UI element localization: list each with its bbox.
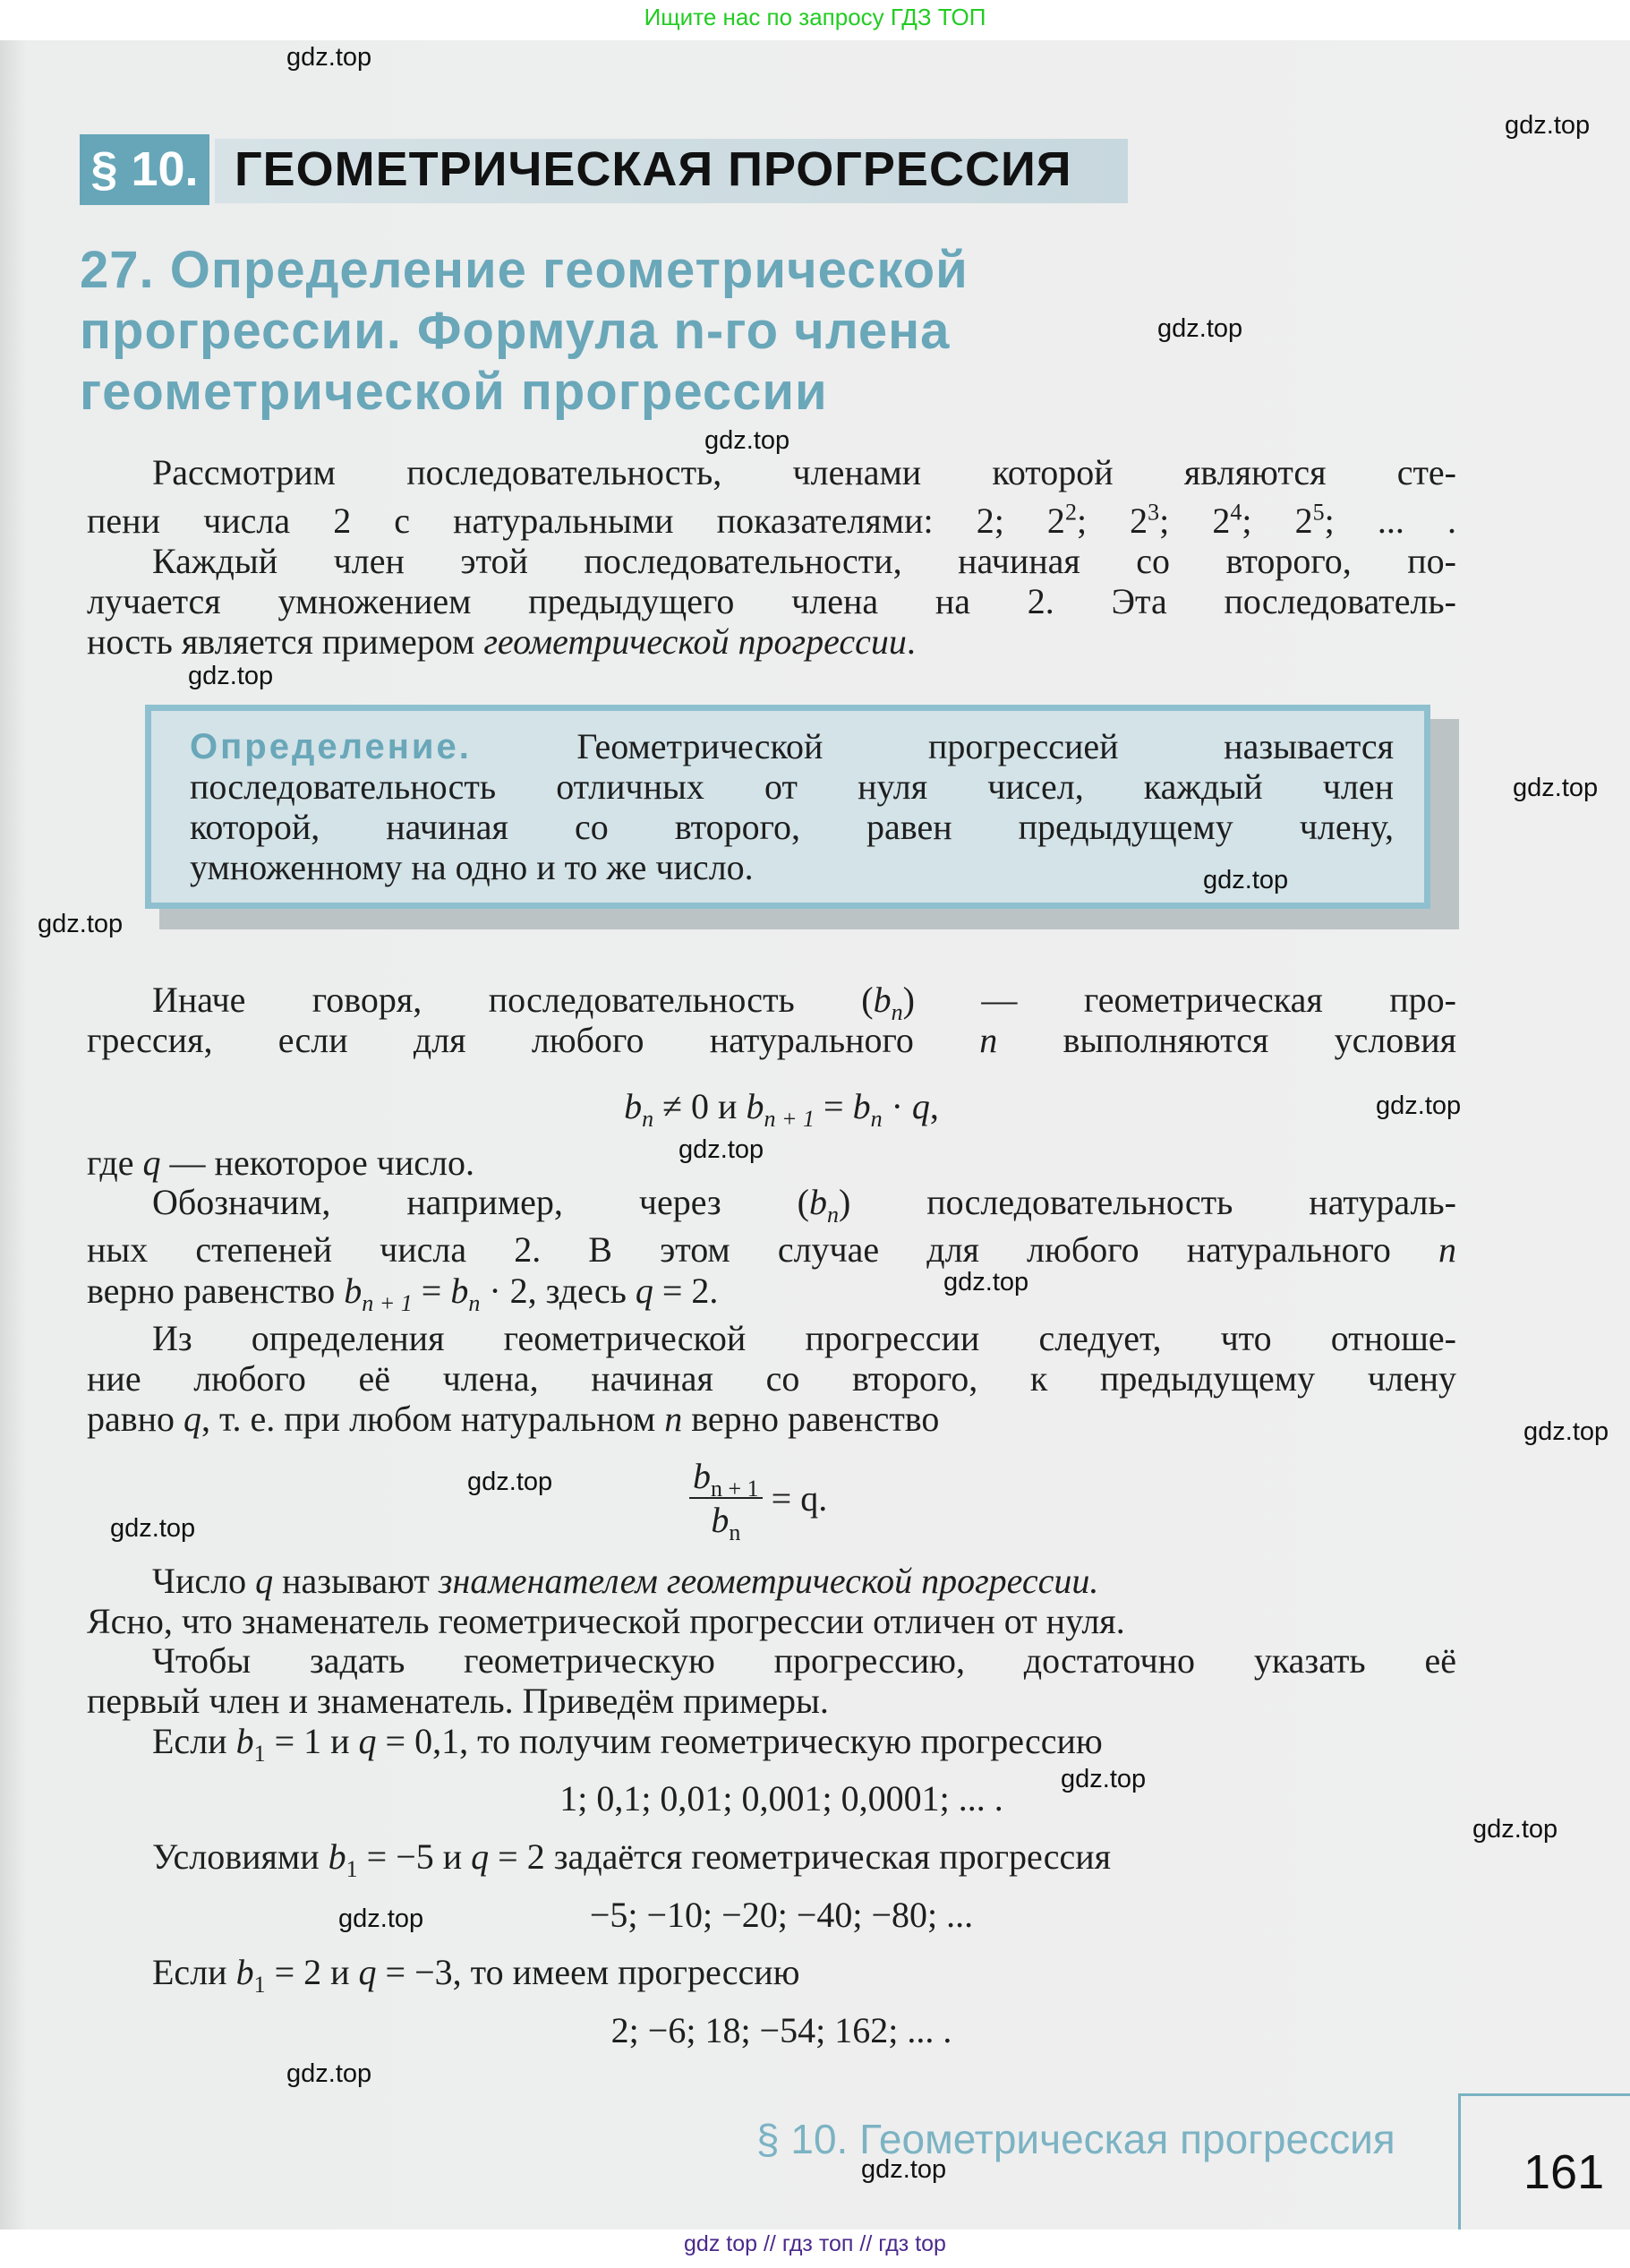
paragraph-badge: § 10. (80, 134, 209, 205)
text-line (87, 1229, 1456, 1271)
text-run: = 2. (653, 1271, 719, 1311)
italic-run: b (746, 1086, 764, 1126)
text-line (87, 621, 916, 663)
watermark: gdz.top (678, 1135, 764, 1164)
text-line (152, 1836, 1112, 1882)
text-run: Каждый член этой последовательности, начиная со второго, по- (152, 541, 1456, 581)
italic-run: геометрической прогрессии (483, 621, 907, 662)
italic-run: n (664, 1399, 683, 1439)
numerator-var: b (693, 1456, 711, 1496)
watermark: gdz.top (1376, 1091, 1462, 1120)
denominator-sub: n (729, 1519, 741, 1545)
italic-run: n (1438, 1229, 1456, 1270)
italic-run: q (358, 1721, 377, 1761)
definition-line (190, 807, 1394, 848)
text-line (87, 501, 1456, 542)
watermark: gdz.top (286, 43, 372, 72)
sequence-line (0, 2010, 1563, 2051)
text-run: Геометрической прогрессией называется (576, 726, 1395, 766)
text-run: последовательность отличных от нуля чисел, каждый член (190, 766, 1394, 807)
superscript: 3 (1148, 499, 1160, 526)
watermark: gdz.top (1472, 1815, 1558, 1844)
text-run: Иначе говоря, последовательность ( (152, 980, 874, 1020)
subscript: n (870, 1106, 883, 1132)
text-run: ) — геометрическая про- (902, 980, 1456, 1020)
fraction-denominator (711, 1499, 741, 1545)
italic-run: q (142, 1143, 161, 1183)
text-line (152, 541, 1456, 582)
text-run: где (87, 1143, 143, 1183)
text-run: Если (152, 1952, 236, 1992)
fraction-rhs: = q. (771, 1477, 828, 1519)
text-run: Если (152, 1721, 236, 1761)
sequence-line (0, 1895, 1563, 1936)
subscript: n (827, 1202, 839, 1228)
italic-run: b (235, 1952, 254, 1992)
text-run: пени числа 2 с натуральными показателями: 2; 2 (87, 501, 1065, 541)
watermark: gdz.top (943, 1268, 1029, 1297)
formula-line (0, 1086, 1563, 1132)
text-line (152, 1561, 1098, 1602)
sequence-line (0, 1778, 1563, 1819)
text-run: = (815, 1086, 853, 1126)
text-run: , т. е. при любом натуральном (201, 1399, 665, 1439)
search-banner[interactable]: Ищите нас по запросу ГДЗ ТОП (644, 4, 986, 30)
subscript: n (642, 1106, 654, 1132)
text-run: −5; −10; −20; −40; −80; ... (589, 1895, 974, 1935)
watermark: gdz.top (338, 1904, 424, 1933)
text-run: = 2 и (265, 1952, 359, 1992)
text-run: , (929, 1086, 939, 1126)
text-run: равно (87, 1399, 184, 1439)
subscript: 1 (253, 1972, 266, 1998)
text-run: ≠ 0 и (653, 1086, 747, 1126)
text-run: — некоторое число. (160, 1143, 474, 1183)
text-run: . (906, 621, 916, 662)
fraction-numerator (689, 1455, 763, 1502)
italic-run: b (235, 1721, 254, 1761)
page-number: 161 (1523, 2145, 1605, 2199)
watermark: gdz.top (38, 910, 124, 938)
text-line (87, 581, 1456, 622)
watermark: gdz.top (1523, 1417, 1609, 1446)
italic-run: b (450, 1271, 469, 1311)
subscript: n + 1 (362, 1290, 413, 1316)
italic-run: q (635, 1271, 653, 1311)
text-run: ; ... . (1324, 501, 1456, 541)
watermark: gdz.top (861, 2155, 947, 2184)
text-run: · (882, 1086, 912, 1126)
watermark: gdz.top (704, 426, 790, 455)
text-run: верно равенство (682, 1399, 940, 1439)
text-run: ных степеней числа 2. В этом случае для любого натурального (87, 1229, 1438, 1270)
text-line (152, 452, 1456, 493)
text-run: Условиями (152, 1836, 329, 1877)
superscript: 4 (1230, 499, 1242, 526)
text-run: ность является примером (87, 621, 484, 662)
text-line (87, 1601, 1125, 1642)
section-title-line: прогрессии. Формула n-го члена (80, 302, 951, 360)
text-line (87, 1143, 474, 1184)
text-run: верно равенство (87, 1271, 345, 1311)
italic-run: q (471, 1836, 490, 1877)
subscript: 1 (346, 1856, 358, 1882)
text-run: умноженному на одно и то же число. (190, 847, 754, 887)
subscript: 1 (253, 1741, 266, 1767)
text-run: Ясно, что знаменатель геометрической прогрессии отличен от нуля. (87, 1601, 1125, 1641)
italic-run: b (328, 1836, 346, 1877)
text-run: выполняются условия (997, 1020, 1457, 1060)
ratio-formula (689, 1455, 828, 1545)
text-run: Рассмотрим последовательность, членами которой являются сте- (152, 452, 1456, 492)
section-title-line: геометрической прогрессии (80, 363, 828, 421)
italic-run: b (344, 1271, 363, 1311)
definition-line (190, 726, 1394, 767)
text-run: которой, начиная со второго, равен предыдущему члену, (190, 807, 1394, 847)
text-run: грессия, если для любого натурального (87, 1020, 980, 1060)
text-run: = −3, то имеем прогрессию (376, 1952, 800, 1992)
denominator-var: b (711, 1500, 730, 1540)
text-run: = −5 и (357, 1836, 472, 1877)
text-run: = 1 и (265, 1721, 359, 1761)
text-run: ние любого её члена, начиная со второго, к предыдущему члену (87, 1358, 1456, 1399)
subscript: n + 1 (764, 1106, 815, 1132)
chapter-title: ГЕОМЕТРИЧЕСКАЯ ПРОГРЕССИЯ (235, 142, 1072, 196)
text-run: Число (152, 1561, 256, 1601)
text-run: Чтобы задать геометрическую прогрессию, достаточно указать её (152, 1640, 1456, 1681)
text-run: ; 2 (1242, 501, 1313, 541)
text-line (87, 1020, 1456, 1061)
superscript: 2 (1064, 499, 1077, 526)
text-line (87, 1681, 829, 1722)
watermark: gdz.top (1513, 774, 1599, 802)
text-line (87, 1399, 939, 1440)
text-run: первый член и знаменатель. Приведём примеры. (87, 1681, 829, 1721)
text-run: ; 2 (1159, 501, 1231, 541)
subscript: n (468, 1290, 481, 1316)
text-run: Из определения геометрической прогрессии следует, что отноше- (152, 1318, 1456, 1358)
text-line (152, 980, 1456, 1025)
text-run: = 2 задаётся геометрическая прогрессия (489, 1836, 1112, 1877)
text-run: ) последовательность натураль- (839, 1182, 1456, 1222)
text-run: Обозначим, например, через ( (152, 1182, 809, 1222)
italic-run: q (255, 1561, 274, 1601)
footer-title: § 10. Геометрическая прогрессия (756, 2116, 1395, 2162)
watermark: gdz.top (1157, 314, 1243, 343)
text-run: называют (273, 1561, 439, 1601)
watermark: gdz.top (188, 662, 274, 690)
text-run: = (412, 1271, 451, 1311)
text-run: ; 2 (1076, 501, 1148, 541)
text-line (152, 1952, 800, 1998)
superscript: 5 (1312, 499, 1325, 526)
italic-run: b (873, 980, 892, 1020)
watermark: gdz.top (1061, 1765, 1147, 1793)
definition-label: Определение. (190, 727, 472, 766)
section-title-line: 27. Определение геометрической (80, 241, 969, 299)
text-run: = 0,1, то получим геометрическую прогрессию (376, 1721, 1103, 1761)
italic-run: b (809, 1182, 827, 1222)
text-run: · 2, здесь (480, 1271, 636, 1311)
text-line (152, 1182, 1456, 1228)
definition-text (576, 726, 1394, 766)
italic-run: знаменателем геометрической прогрессии. (438, 1561, 1099, 1601)
italic-run: q (358, 1952, 377, 1992)
subscript: n (891, 999, 903, 1025)
text-line (152, 1640, 1456, 1682)
watermark: gdz.top (110, 1514, 196, 1543)
text-run: 1; 0,1; 0,01; 0,001; 0,0001; ... . (559, 1778, 1003, 1819)
watermark: gdz.top (467, 1468, 553, 1496)
text-run: 2; −6; 18; −54; 162; ... . (610, 2010, 952, 2050)
watermark: gdz.top (1505, 111, 1591, 140)
italic-run: b (852, 1086, 871, 1126)
definition-line (190, 766, 1394, 808)
definition-line (190, 847, 754, 888)
numerator-sub: n + 1 (711, 1476, 759, 1502)
text-line (87, 1358, 1456, 1399)
italic-run: b (624, 1086, 643, 1126)
text-line (87, 1271, 719, 1316)
bottom-site-link[interactable]: gdz top // гдз топ // гдз top (684, 2231, 946, 2256)
italic-run: n (979, 1020, 998, 1060)
text-line (152, 1318, 1456, 1359)
italic-run: q (911, 1086, 930, 1126)
text-run: лучается умножением предыдущего члена на 2. Эта последователь- (87, 581, 1456, 621)
text-line (152, 1721, 1103, 1767)
watermark: gdz.top (286, 2059, 372, 2088)
italic-run: q (183, 1399, 202, 1439)
watermark: gdz.top (1203, 866, 1289, 894)
